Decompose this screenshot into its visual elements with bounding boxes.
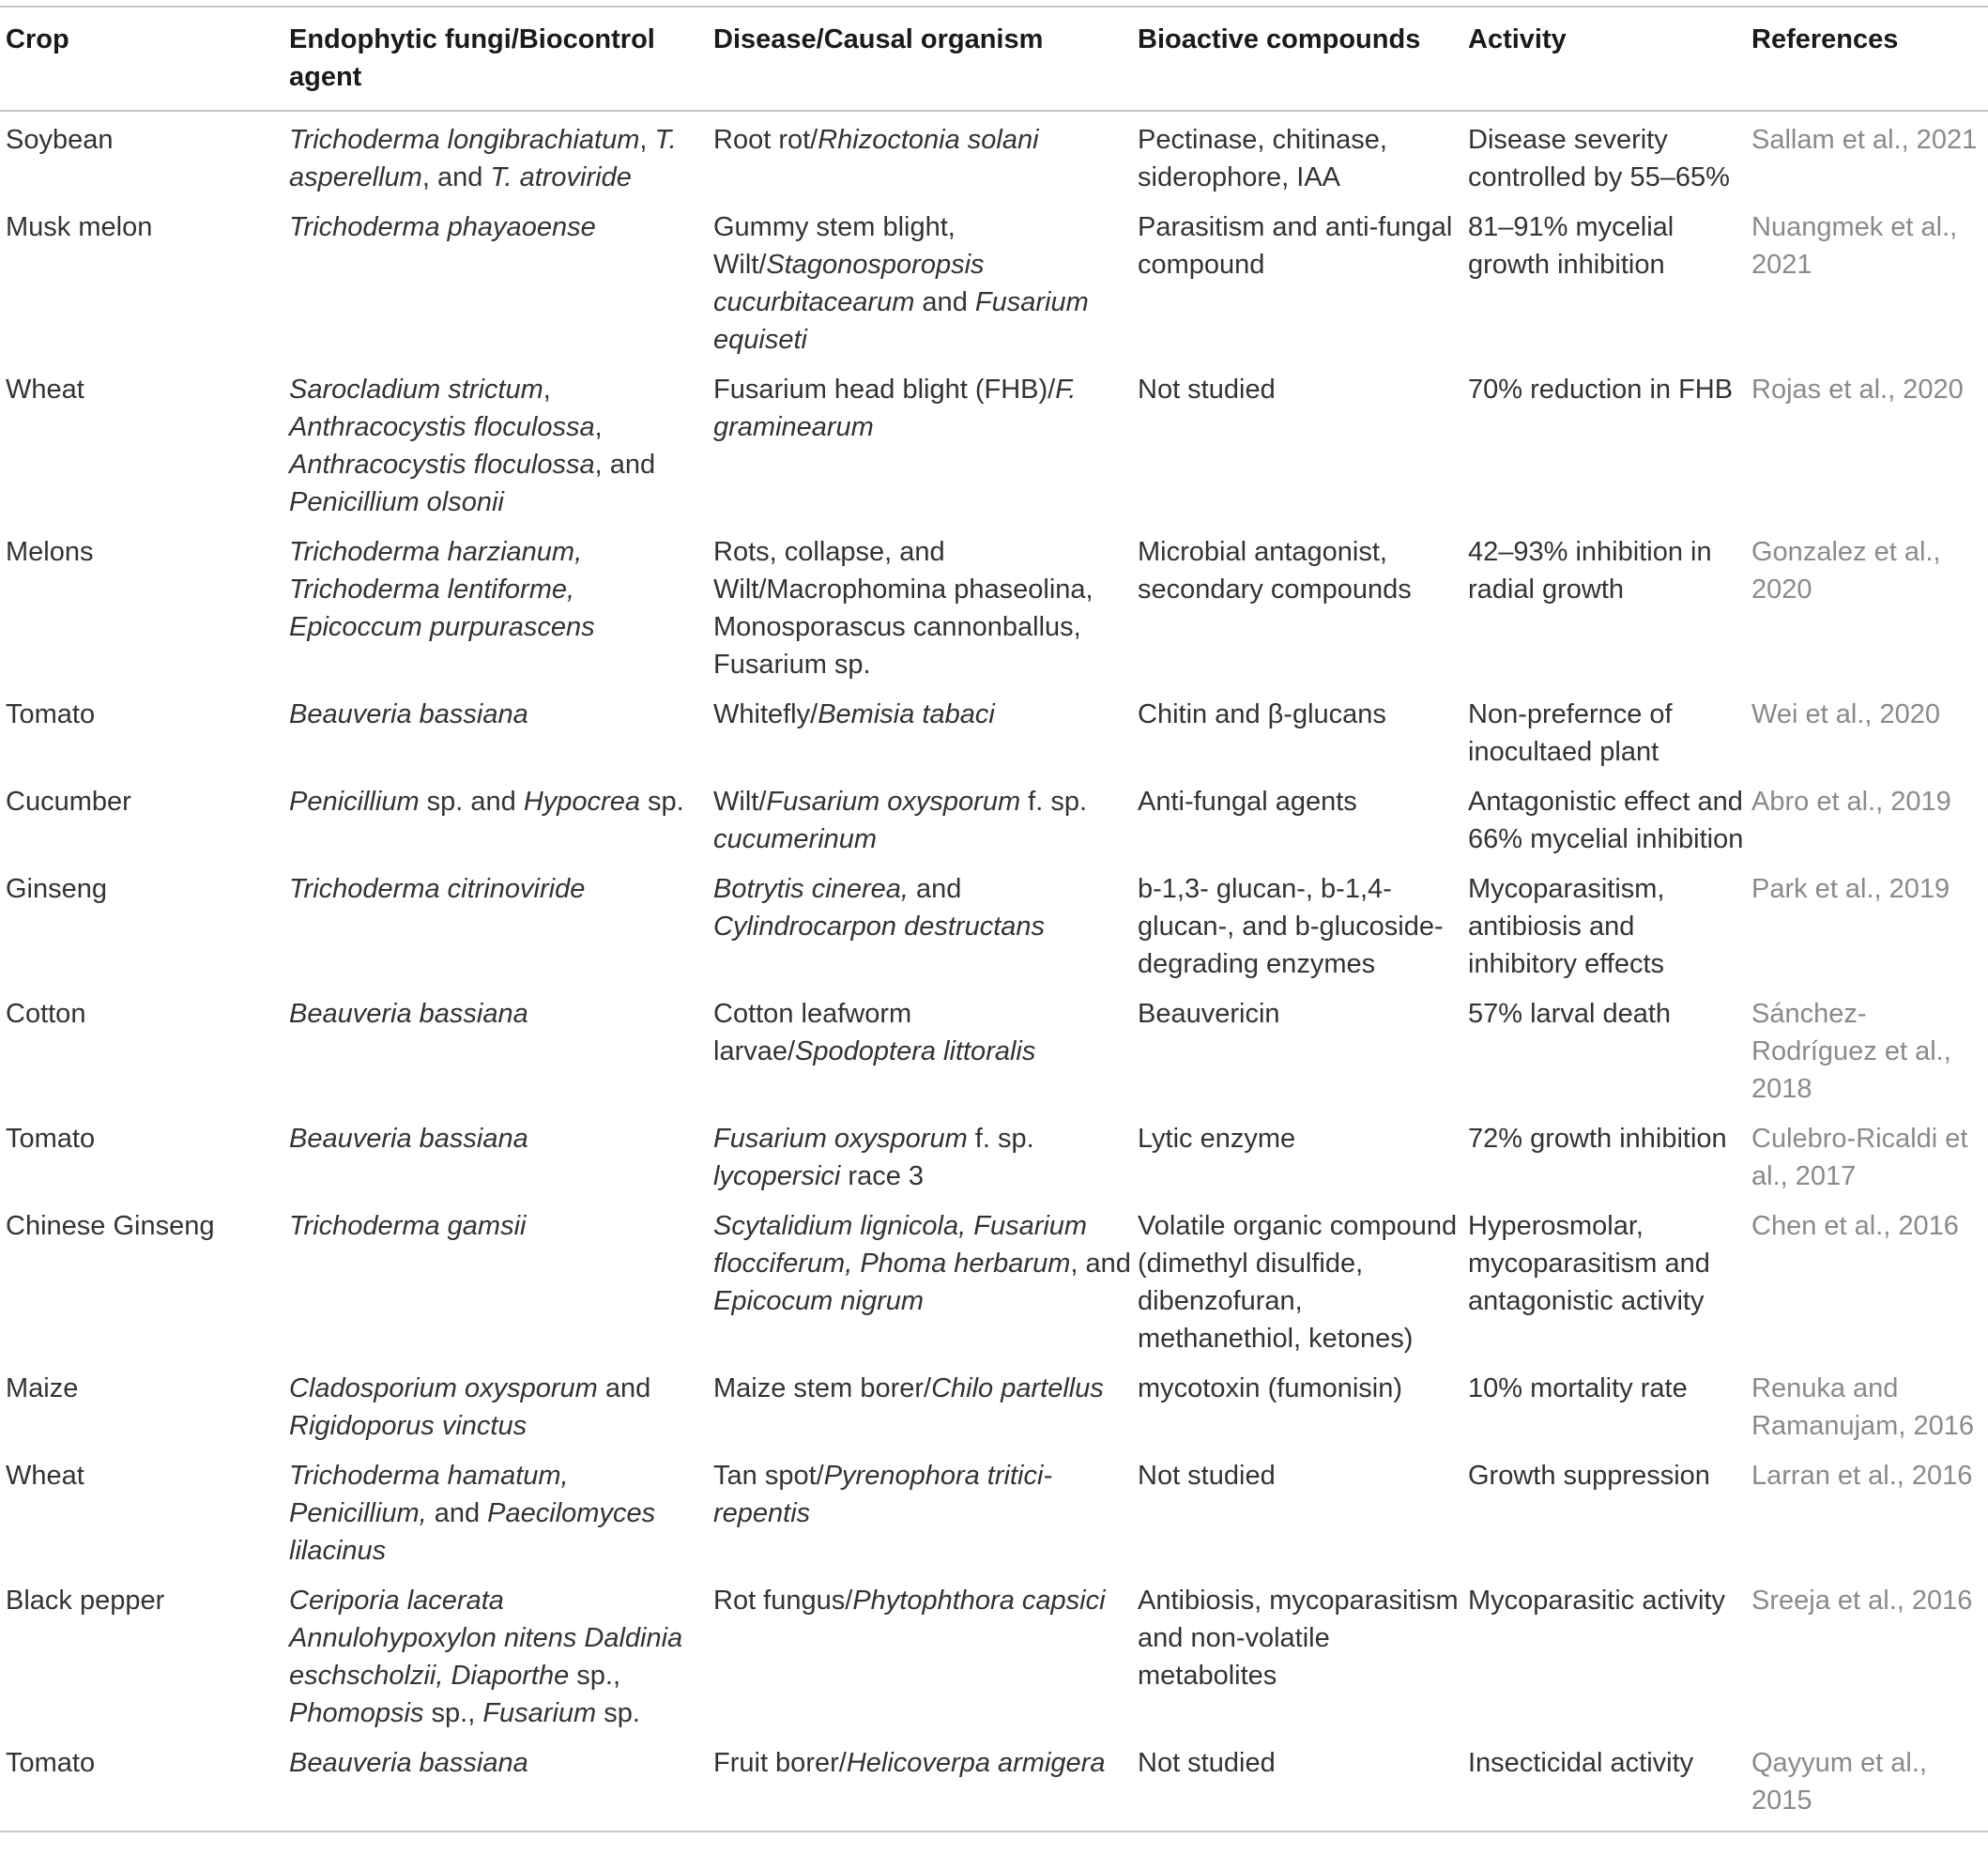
cell-compounds bbox=[1132, 1448, 1462, 1572]
text: Antibiosis, mycoparasitism and non-volatile metabolites bbox=[1138, 1586, 1459, 1691]
cell-compounds bbox=[1132, 1735, 1462, 1832]
italic-text: T. atroviride bbox=[490, 162, 632, 192]
cell-compounds bbox=[1132, 861, 1462, 986]
text: Not studied bbox=[1138, 1461, 1276, 1491]
italic-text: Trichoderma citrinoviride bbox=[289, 874, 586, 904]
header-disease: Disease/Causal organism bbox=[713, 24, 1044, 54]
italic-text: Epicocum nigrum bbox=[713, 1286, 925, 1316]
italic-text: Fusarium oxysporum bbox=[766, 787, 1021, 817]
table-row bbox=[0, 1572, 1988, 1735]
text: Antagonistic effect and 66% mycelial inhibition bbox=[1468, 787, 1744, 854]
text: mycotoxin (fumonisin) bbox=[1138, 1373, 1403, 1403]
text: Not studied bbox=[1138, 1748, 1276, 1778]
text: Insecticidal activity bbox=[1468, 1748, 1694, 1778]
text: race 3 bbox=[840, 1161, 925, 1191]
cell-activity bbox=[1462, 111, 1746, 199]
cell-compounds bbox=[1132, 1360, 1462, 1448]
italic-text: Penicillium olsonii bbox=[289, 487, 504, 517]
cell-disease bbox=[708, 361, 1132, 524]
text: and bbox=[426, 1498, 488, 1528]
cell-agent bbox=[283, 1448, 708, 1572]
italic-text: Trichoderma hamatum, Penicillium, bbox=[289, 1461, 569, 1528]
italic-text: Trichoderma phayaoense bbox=[289, 212, 596, 242]
italic-text: Sarocladium strictum bbox=[289, 375, 543, 405]
cell-compounds bbox=[1132, 1111, 1462, 1198]
cell-reference: Culebro-Ricaldi et al., 2017 bbox=[1751, 1124, 1968, 1191]
text: , bbox=[594, 412, 603, 442]
table-row bbox=[0, 1360, 1988, 1448]
cell-crop: Melons bbox=[6, 537, 94, 567]
text: 57% larval death bbox=[1468, 999, 1672, 1029]
cell-agent bbox=[283, 199, 708, 361]
text: b-1,3- glucan-, b-1,4-glucan-, and b-glucoside-degrading enzymes bbox=[1138, 874, 1444, 979]
cell-reference: Qayyum et al., 2015 bbox=[1751, 1748, 1927, 1816]
cell-agent bbox=[283, 986, 708, 1111]
italic-text: Fusarium bbox=[482, 1698, 597, 1728]
cell-agent bbox=[283, 861, 708, 986]
text: Hyperosmolar, mycoparasitism and antagonistic activity bbox=[1468, 1211, 1710, 1316]
text: , bbox=[639, 125, 655, 155]
text: , bbox=[543, 375, 551, 405]
cell-compounds bbox=[1132, 686, 1462, 774]
text: Maize stem borer/ bbox=[713, 1373, 932, 1403]
cell-reference: Sallam et al., 2021 bbox=[1751, 125, 1978, 155]
italic-text: Fusarium oxysporum bbox=[713, 1124, 968, 1154]
cell-agent bbox=[283, 1572, 708, 1735]
cell-disease bbox=[708, 524, 1132, 686]
cell-reference: Rojas et al., 2020 bbox=[1751, 375, 1964, 405]
cell-agent bbox=[283, 524, 708, 686]
cell-agent bbox=[283, 1360, 708, 1448]
italic-text: Trichoderma longibrachiatum bbox=[289, 125, 640, 155]
italic-text: Phytophthora capsici bbox=[852, 1586, 1106, 1616]
cell-agent bbox=[283, 361, 708, 524]
text: and bbox=[908, 874, 962, 904]
cell-disease bbox=[708, 774, 1132, 861]
text: 10% mortality rate bbox=[1468, 1373, 1688, 1403]
cell-agent bbox=[283, 774, 708, 861]
italic-text: lycopersici bbox=[713, 1161, 841, 1191]
cell-crop: Black pepper bbox=[6, 1586, 165, 1616]
cell-crop: Tomato bbox=[6, 1748, 96, 1778]
cell-activity bbox=[1462, 686, 1746, 774]
text: f. sp. bbox=[967, 1124, 1034, 1154]
text: Pectinase, chitinase, siderophore, IAA bbox=[1138, 125, 1387, 192]
text: Anti-fungal agents bbox=[1138, 787, 1357, 817]
header-compounds: Bioactive compounds bbox=[1138, 24, 1421, 54]
header-row bbox=[0, 7, 1988, 111]
cell-agent bbox=[283, 1111, 708, 1198]
text: Cotton leafworm larvae/ bbox=[713, 999, 912, 1066]
text: sp., bbox=[423, 1698, 483, 1728]
cell-disease bbox=[708, 861, 1132, 986]
table-container bbox=[0, 6, 1988, 1832]
data-table bbox=[0, 6, 1988, 1832]
cell-activity bbox=[1462, 1448, 1746, 1572]
text: Growth suppression bbox=[1468, 1461, 1710, 1491]
cell-disease bbox=[708, 1111, 1132, 1198]
cell-reference: Sreeja et al., 2016 bbox=[1751, 1586, 1973, 1616]
text: sp. and bbox=[419, 787, 524, 817]
italic-text: Chilo partellus bbox=[931, 1373, 1104, 1403]
italic-text: Trichoderma harzianum, Trichoderma lentiforme, Epicoccum purpurascens bbox=[289, 537, 595, 642]
italic-text: Anthracocystis floculossa bbox=[289, 450, 595, 480]
italic-text: Pyrenophora tritici-repentis bbox=[713, 1461, 1053, 1528]
italic-text: Anthracocystis floculossa bbox=[289, 412, 595, 442]
header-references: References bbox=[1751, 24, 1899, 54]
table-row bbox=[0, 986, 1988, 1111]
cell-agent bbox=[283, 1198, 708, 1360]
cell-disease bbox=[708, 1572, 1132, 1735]
cell-reference: Nuangmek et al., 2021 bbox=[1751, 212, 1958, 280]
italic-text: Spodoptera littoralis bbox=[795, 1036, 1036, 1066]
table-row bbox=[0, 199, 1988, 361]
table-row bbox=[0, 1735, 1988, 1832]
cell-crop: Cucumber bbox=[6, 787, 131, 817]
cell-disease bbox=[708, 199, 1132, 361]
table-row bbox=[0, 1111, 1988, 1198]
cell-reference: Park et al., 2019 bbox=[1751, 874, 1950, 904]
cell-compounds bbox=[1132, 774, 1462, 861]
italic-text: Cylindrocarpon destructans bbox=[713, 912, 1046, 942]
italic-text: Paecilomyces lilacinus bbox=[289, 1498, 656, 1566]
cell-compounds bbox=[1132, 361, 1462, 524]
table-row bbox=[0, 361, 1988, 524]
cell-crop: Chinese Ginseng bbox=[6, 1211, 215, 1241]
cell-reference: Gonzalez et al., 2020 bbox=[1751, 537, 1941, 605]
cell-reference: Chen et al., 2016 bbox=[1751, 1211, 1959, 1241]
cell-crop: Cotton bbox=[6, 999, 86, 1029]
cell-activity bbox=[1462, 1572, 1746, 1735]
table-row bbox=[0, 1448, 1988, 1572]
text: Wilt/ bbox=[713, 787, 767, 817]
cell-crop: Ginseng bbox=[6, 874, 108, 904]
text: Chitin and β-glucans bbox=[1138, 699, 1386, 729]
header-agent: Endophytic fungi/Biocontrol agent bbox=[289, 24, 655, 92]
italic-text: Rhizoctonia solani bbox=[818, 125, 1039, 155]
cell-compounds bbox=[1132, 986, 1462, 1111]
text: Not studied bbox=[1138, 375, 1276, 405]
text: Volatile organic compound (dimethyl disulfide, dibenzofuran, methanethiol, ketones) bbox=[1138, 1211, 1458, 1354]
cell-reference: Wei et al., 2020 bbox=[1751, 699, 1940, 729]
text: Root rot/ bbox=[713, 125, 818, 155]
cell-activity bbox=[1462, 861, 1746, 986]
text: Lytic enzyme bbox=[1138, 1124, 1296, 1154]
cell-disease bbox=[708, 1360, 1132, 1448]
table-header bbox=[0, 7, 1988, 111]
table-row bbox=[0, 1198, 1988, 1360]
cell-crop: Soybean bbox=[6, 125, 114, 155]
italic-text: Helicoverpa armigera bbox=[846, 1748, 1106, 1778]
cell-crop: Musk melon bbox=[6, 212, 153, 242]
cell-disease bbox=[708, 1448, 1132, 1572]
text: and bbox=[597, 1373, 651, 1403]
cell-crop: Tomato bbox=[6, 699, 96, 729]
italic-text: Beauveria bassiana bbox=[289, 1124, 528, 1154]
italic-text: T. asperellum bbox=[289, 125, 677, 192]
text: Mycoparasitic activity bbox=[1468, 1586, 1725, 1616]
cell-activity bbox=[1462, 1198, 1746, 1360]
cell-activity bbox=[1462, 986, 1746, 1111]
cell-crop: Maize bbox=[6, 1373, 79, 1403]
cell-activity bbox=[1462, 361, 1746, 524]
text: 70% reduction in FHB bbox=[1468, 375, 1734, 405]
table-row bbox=[0, 524, 1988, 686]
text: sp. bbox=[639, 787, 684, 817]
italic-text: F. graminearum bbox=[713, 375, 1077, 442]
text: Gummy stem blight, Wilt/ bbox=[713, 212, 956, 280]
table-row bbox=[0, 111, 1988, 199]
cell-disease bbox=[708, 111, 1132, 199]
cell-crop: Tomato bbox=[6, 1124, 96, 1154]
text: 42–93% inhibition in radial growth bbox=[1468, 537, 1712, 605]
text: f. sp. bbox=[1020, 787, 1088, 817]
text: Mycoparasitism, antibiosis and inhibitory effects bbox=[1468, 874, 1665, 979]
cell-reference: Sánchez-Rodríguez et al., 2018 bbox=[1751, 999, 1951, 1104]
table-row bbox=[0, 861, 1988, 986]
table-row bbox=[0, 686, 1988, 774]
italic-text: Penicillium bbox=[289, 787, 420, 817]
header-crop: Crop bbox=[6, 24, 69, 54]
italic-text: Beauveria bassiana bbox=[289, 699, 528, 729]
cell-compounds bbox=[1132, 1198, 1462, 1360]
text: Fusarium head blight (FHB)/ bbox=[713, 375, 1056, 405]
cell-activity bbox=[1462, 1111, 1746, 1198]
text: 81–91% mycelial growth inhibition bbox=[1468, 212, 1675, 280]
header-activity: Activity bbox=[1468, 24, 1567, 54]
text: 72% growth inhibition bbox=[1468, 1124, 1727, 1154]
cell-crop: Wheat bbox=[6, 375, 84, 405]
italic-text: Ceriporia lacerata Annulohypoxylon nitens Daldinia eschscholzii, Diaporthe bbox=[289, 1586, 683, 1691]
italic-text: cucumerinum bbox=[713, 824, 878, 854]
cell-activity bbox=[1462, 1735, 1746, 1832]
italic-text: Phomopsis bbox=[289, 1698, 424, 1728]
text: sp. bbox=[596, 1698, 640, 1728]
italic-text: Rigidoporus vinctus bbox=[289, 1411, 528, 1441]
text: Parasitism and anti-fungal compound bbox=[1138, 212, 1453, 280]
text: Non-prefernce of inocultaed plant bbox=[1468, 699, 1673, 767]
cell-disease bbox=[708, 686, 1132, 774]
text: and bbox=[914, 287, 975, 317]
text: Whitefly/ bbox=[713, 699, 818, 729]
table-row bbox=[0, 774, 1988, 861]
italic-text: Cladosporium oxysporum bbox=[289, 1373, 598, 1403]
cell-reference: Larran et al., 2016 bbox=[1751, 1461, 1973, 1491]
text: Rots, collapse, and Wilt/Macrophomina phaseolina, Monosporascus cannonballus, Fusarium sp. bbox=[713, 537, 1093, 680]
cell-activity bbox=[1462, 1360, 1746, 1448]
cell-disease bbox=[708, 1735, 1132, 1832]
cell-activity bbox=[1462, 774, 1746, 861]
text: Microbial antagonist, secondary compounds bbox=[1138, 537, 1412, 605]
cell-reference: Abro et al., 2019 bbox=[1751, 787, 1951, 817]
cell-disease bbox=[708, 1198, 1132, 1360]
text: Disease severity controlled by 55–65% bbox=[1468, 125, 1730, 192]
cell-activity bbox=[1462, 524, 1746, 686]
cell-disease bbox=[708, 986, 1132, 1111]
italic-text: Scytalidium lignicola, Fusarium flocciferum, Phoma herbarum bbox=[713, 1211, 1088, 1279]
table-body bbox=[0, 111, 1988, 1832]
italic-text: Beauveria bassiana bbox=[289, 1748, 528, 1778]
text: , and bbox=[421, 162, 491, 192]
cell-crop: Wheat bbox=[6, 1461, 84, 1491]
cell-agent bbox=[283, 686, 708, 774]
italic-text: Stagonosporopsis cucurbitacearum bbox=[713, 250, 985, 317]
italic-text: Botrytis cinerea, bbox=[713, 874, 909, 904]
italic-text: Trichoderma gamsii bbox=[289, 1211, 527, 1241]
italic-text: Bemisia tabaci bbox=[818, 699, 995, 729]
text: Beauvericin bbox=[1138, 999, 1280, 1029]
text: , and bbox=[1070, 1249, 1131, 1279]
text: sp., bbox=[569, 1661, 621, 1691]
cell-agent bbox=[283, 1735, 708, 1832]
text: , and bbox=[594, 450, 656, 480]
cell-compounds bbox=[1132, 524, 1462, 686]
cell-compounds bbox=[1132, 199, 1462, 361]
cell-reference: Renuka and Ramanujam, 2016 bbox=[1751, 1373, 1974, 1441]
cell-agent bbox=[283, 111, 708, 199]
italic-text: Fusarium equiseti bbox=[713, 287, 1089, 355]
cell-compounds bbox=[1132, 111, 1462, 199]
text: Fruit borer/ bbox=[713, 1748, 847, 1778]
italic-text: Hypocrea bbox=[523, 787, 640, 817]
italic-text: Beauveria bassiana bbox=[289, 999, 528, 1029]
text: Rot fungus/ bbox=[713, 1586, 853, 1616]
text: Tan spot/ bbox=[713, 1461, 824, 1491]
cell-activity bbox=[1462, 199, 1746, 361]
cell-compounds bbox=[1132, 1572, 1462, 1735]
